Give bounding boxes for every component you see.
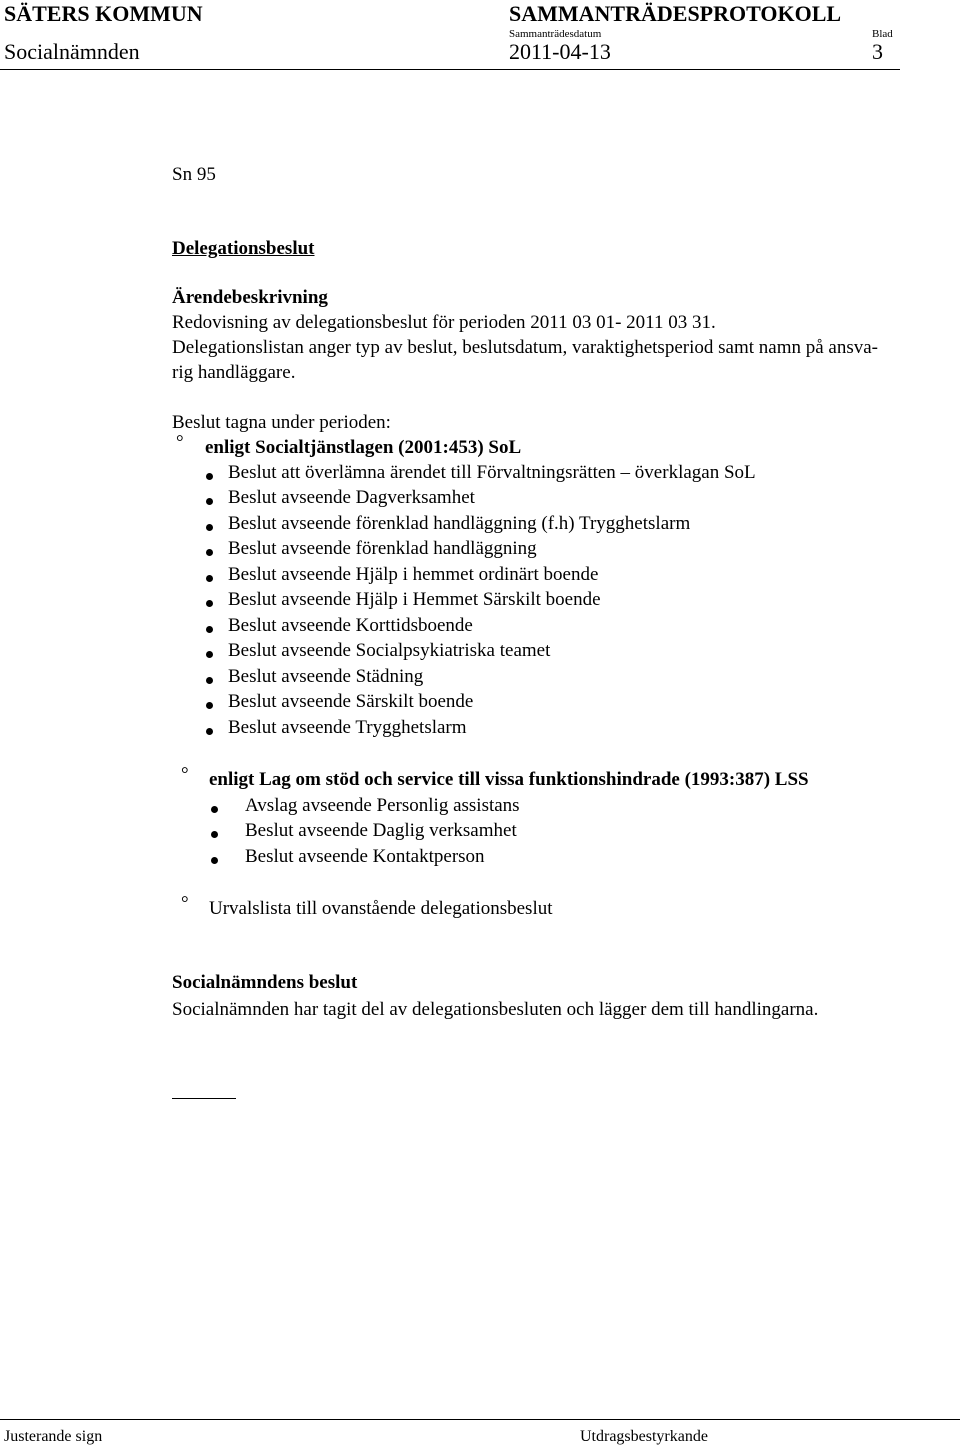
section-title: Delegationsbeslut (172, 238, 315, 259)
list-item: Beslut avseende Socialpsykiatriska teamet (228, 640, 551, 661)
decision-text: Socialnämnden har tagit del av delegationsbesluten och lägger dem till handlingarna. (172, 999, 819, 1020)
bullet-icon (206, 549, 213, 556)
list-item: Beslut att överlämna ärendet till Förvaltningsrätten – överklagan SoL (228, 462, 756, 483)
header-rule (0, 69, 900, 70)
end-rule (172, 1098, 236, 1099)
bullet-icon (206, 498, 213, 505)
list-item: Beslut avseende Dagverksamhet (228, 487, 475, 508)
description-line: Redovisning av delegationsbeslut för perioden 2011 03 01- 2011 03 31. (172, 312, 716, 333)
list-item: Beslut avseende Städning (228, 666, 424, 687)
page-number: 3 (872, 39, 883, 64)
footer-rule (0, 1419, 960, 1420)
description-heading: Ärendebeskrivning (172, 287, 328, 308)
group-title-sol: enligt Socialtjänstlagen (2001:453) SoL (205, 437, 522, 458)
list-item: Beslut avseende Kontaktperson (245, 846, 485, 867)
bullet-icon (206, 524, 213, 531)
bullet-icon (211, 806, 218, 813)
decision-heading: Socialnämndens beslut (172, 972, 358, 993)
footer-justering: Justerande sign (4, 1428, 103, 1445)
bullet-icon (206, 600, 213, 607)
description-line: Delegationslistan anger typ av beslut, beslutsdatum, varaktighetsperiod samt namn på ansva- (172, 337, 878, 358)
bullet-icon (206, 677, 213, 684)
group-title-lss: enligt Lag om stöd och service till vissa funktionshindrade (1993:387) LSS (209, 769, 809, 790)
footer-utdragsbestyrkande: Utdragsbestyrkande (580, 1428, 708, 1445)
description-line: rig handläggare. (172, 362, 296, 383)
bullet-icon (211, 857, 218, 864)
meeting-date: 2011-04-13 (509, 39, 611, 64)
list-item: Beslut avseende Daglig verksamhet (245, 820, 517, 841)
list-item: Beslut avseende Hjälp i hemmet ordinärt boende (228, 564, 599, 585)
bullet-icon (206, 728, 213, 735)
degree-bullet-icon: ° (176, 432, 184, 453)
list-item: Beslut avseende Hjälp i Hemmet Särskilt boende (228, 589, 601, 610)
bullet-icon (206, 575, 213, 582)
degree-bullet-icon: ° (181, 764, 189, 785)
list-item: Avslag avseende Personlig assistans (245, 795, 520, 816)
list-item: Beslut avseende förenklad handläggning (f.h) Trygghetslarm (228, 513, 691, 534)
list-item: Beslut avseende Trygghetslarm (228, 717, 467, 738)
bullet-icon (206, 702, 213, 709)
paragraph-number: Sn 95 (172, 164, 216, 185)
bullet-icon (211, 831, 218, 838)
bullet-icon (206, 626, 213, 633)
list-item: Beslut avseende Särskilt boende (228, 691, 474, 712)
bullet-icon (206, 651, 213, 658)
degree-bullet-icon: ° (181, 893, 189, 914)
selection-list-text: Urvalslista till ovanstående delegationsbeslut (209, 898, 553, 919)
list-item: Beslut avseende förenklad handläggning (228, 538, 537, 559)
document-type: SAMMANTRÄDESPROTOKOLL (509, 1, 842, 26)
page-label: Blad (872, 28, 893, 40)
bullet-icon (206, 473, 213, 480)
date-label: Sammanträdesdatum (509, 28, 602, 40)
committee-name: Socialnämnden (4, 39, 140, 64)
intro-text: Beslut tagna under perioden: (172, 412, 391, 433)
list-item: Beslut avseende Korttidsboende (228, 615, 473, 636)
municipality-name: SÄTERS KOMMUN (4, 1, 203, 26)
